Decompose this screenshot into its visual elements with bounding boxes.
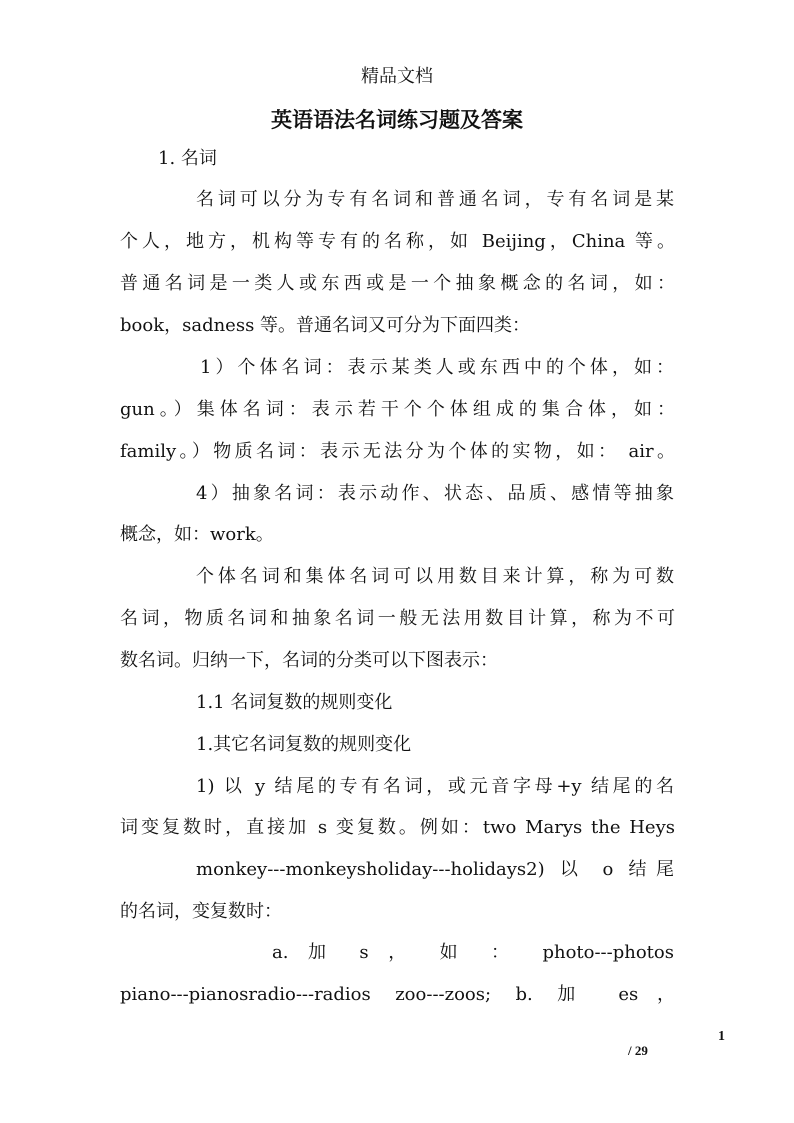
paragraph-line: 4）抽象名词：表示动作、状态、品质、感情等抽象: [196, 483, 674, 504]
page-total: / 29: [628, 1043, 648, 1058]
paragraph-line: 1）个体名词：表示某类人或东西中的个体，如：: [200, 357, 674, 378]
paragraph-line: a. 加 s ， 如 ： photo---photos: [272, 942, 674, 963]
paragraph-line: 词变复数时，直接加 s 变复数。例如：two Marys the Heys: [120, 817, 675, 838]
paragraph-line: 概念，如：work。: [120, 524, 274, 545]
document-header: 精品文档: [361, 66, 433, 87]
document-title: 英语语法名词练习题及答案: [271, 107, 523, 132]
paragraph-line: 1) 以 y 结尾的专有名词，或元音字母+y 结尾的名: [196, 776, 674, 797]
section-heading: 1. 名词: [158, 148, 217, 169]
paragraph-line: 数名词。归纳一下，名词的分类可以下图表示：: [120, 650, 498, 671]
page-number: 1: [718, 1029, 725, 1044]
paragraph-line: family。）物质名词：表示无法分为个体的实物，如： air。: [120, 441, 675, 462]
subsection-heading: 1.1 名词复数的规则变化: [196, 692, 393, 713]
paragraph-line: 普通名词是一类人或东西或是一个抽象概念的名词，如：: [120, 273, 675, 294]
paragraph-line: 个体名词和集体名词可以用数目来计算，称为可数: [196, 566, 674, 587]
paragraph-line: gun。）集体名词：表示若干个个体组成的集合体，如：: [120, 399, 675, 420]
paragraph-line: 名词可以分为专有名词和普通名词，专有名词是某: [196, 189, 674, 210]
paragraph-line: 的名词，变复数时：: [120, 901, 282, 922]
paragraph-line: 个人，地方，机构等专有的名称，如 Beijing，China 等。: [120, 231, 675, 252]
paragraph-line: book，sadness 等。普通名词又可分为下面四类：: [120, 315, 531, 336]
subsection-heading: 1.其它名词复数的规则变化: [196, 734, 412, 755]
paragraph-line: piano---pianosradio---radios zoo---zoos; b. 加 es，: [120, 984, 675, 1005]
paragraph-line: 名词，物质名词和抽象名词一般无法用数目计算，称为不可: [120, 608, 675, 629]
paragraph-line: monkey---monkeysholiday---holidays2) 以 o 结尾: [196, 859, 674, 880]
